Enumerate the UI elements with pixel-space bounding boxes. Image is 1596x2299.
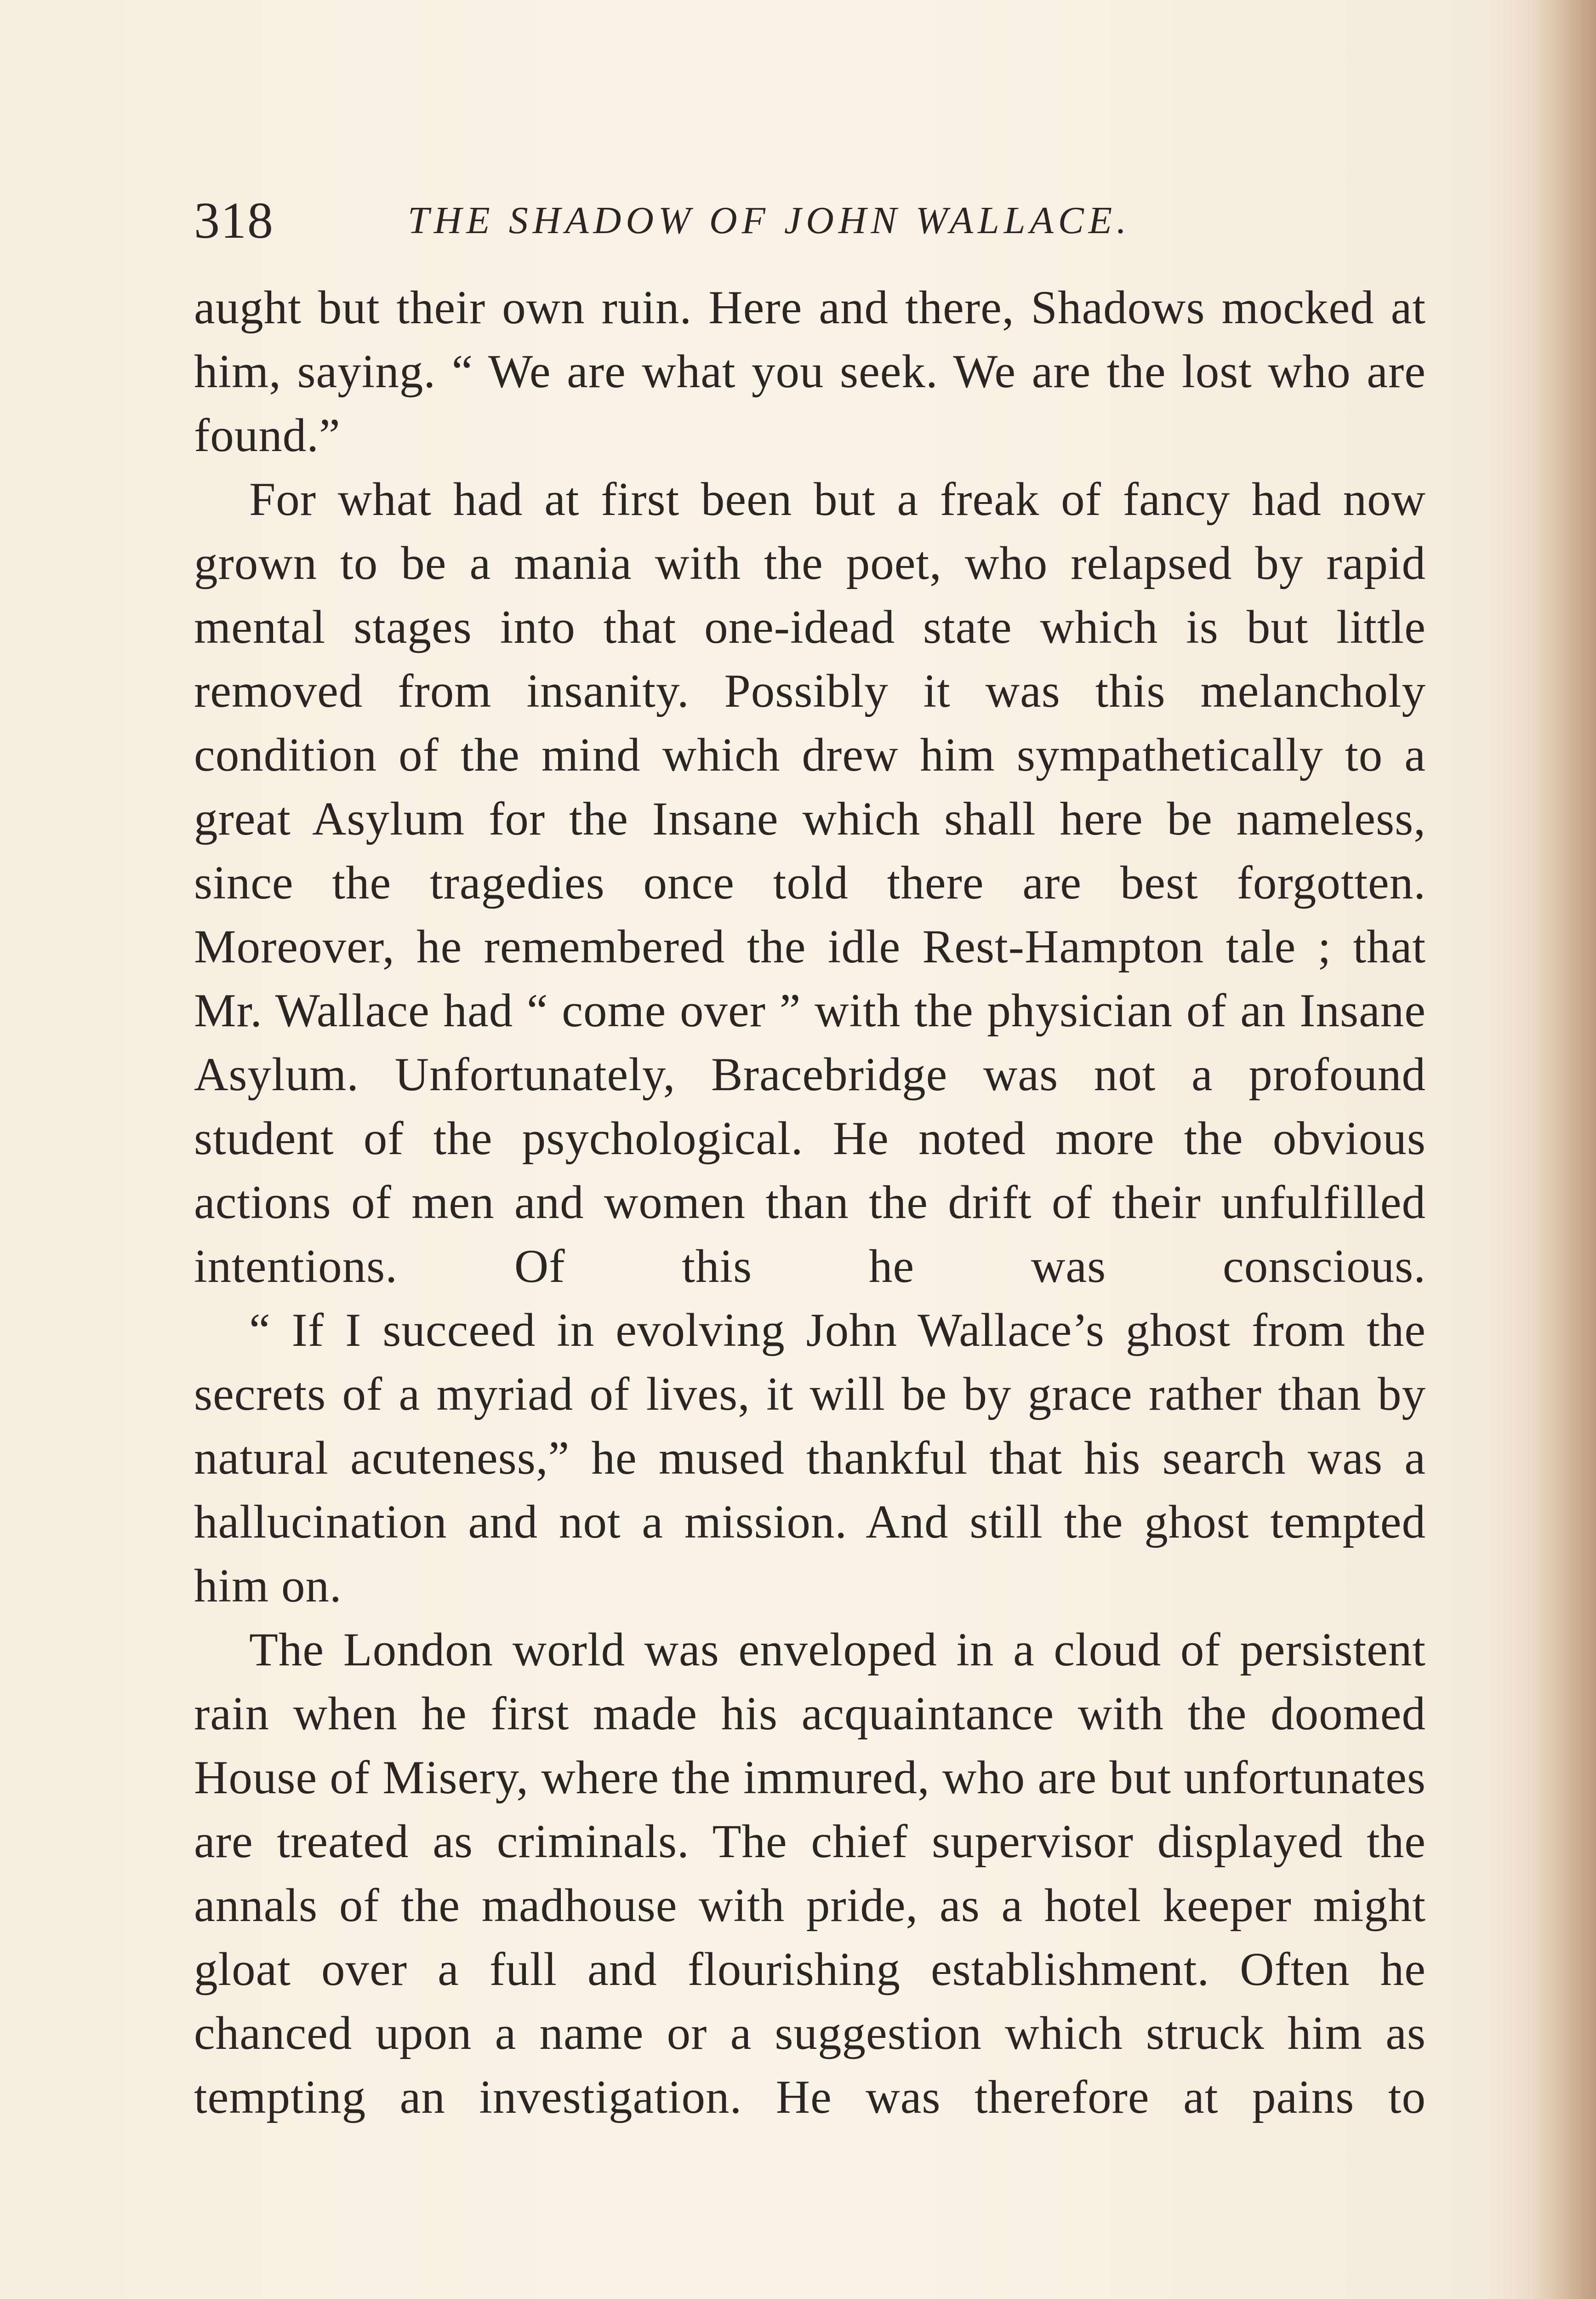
running-title: THE SHADOW OF JOHN WALLACE. bbox=[408, 199, 1131, 242]
paragraph-4: The London world was enveloped in a cloud of persistent rain when he first made his acquaintance with the doomed House of Misery, where the immured, who are but unfortunates are treated as criminals. The chief supervisor displayed the annals of the madhouse with pride, as a hotel keeper might gloat over a full and flourishing establishment. Often he chanced upon a name or a suggestion which struck him as tempting an investigation. He was therefore at pains to bbox=[194, 1624, 1426, 2123]
page-edge-shadow bbox=[1532, 0, 1596, 2299]
paragraph-2: For what had at first been but a freak of fancy had now grown to be a mania with the poet, who relapsed by rapid mental stages into that one-idead state which is but little removed from insanity. Possibly it was this melancholy condition of the mind which drew him sympathetically to a great Asylum for the Insane which shall here be nameless, since the tragedies once told there are best forgotten. Moreover, he remembered the idle Rest-Hampton tale ; that Mr. Wallace had “ come over ” with the physician of an Insane Asylum. Unfortunately, Bracebridge was not a profound student of the psychological. He noted more the obvious actions of men and women than the drift of their unfulfilled intentions. Of this he was conscious. bbox=[194, 473, 1426, 1292]
paragraph-1: aught but their own ruin. Here and there, Shadows mocked at him, saying. “ We are what you seek. We are the lost who are found.” bbox=[194, 281, 1426, 462]
page-number: 318 bbox=[194, 192, 274, 249]
body-text bbox=[194, 276, 1426, 2129]
page-header bbox=[194, 186, 1426, 255]
paragraph-3: “ If I succeed in evolving John Wallace’s ghost from the secrets of a myriad of lives, it will be by grace rather than by natural acuteness,” he mused thankful that his search was a hallucination and not a mission. And still the ghost tempted him on. bbox=[194, 1304, 1426, 1612]
